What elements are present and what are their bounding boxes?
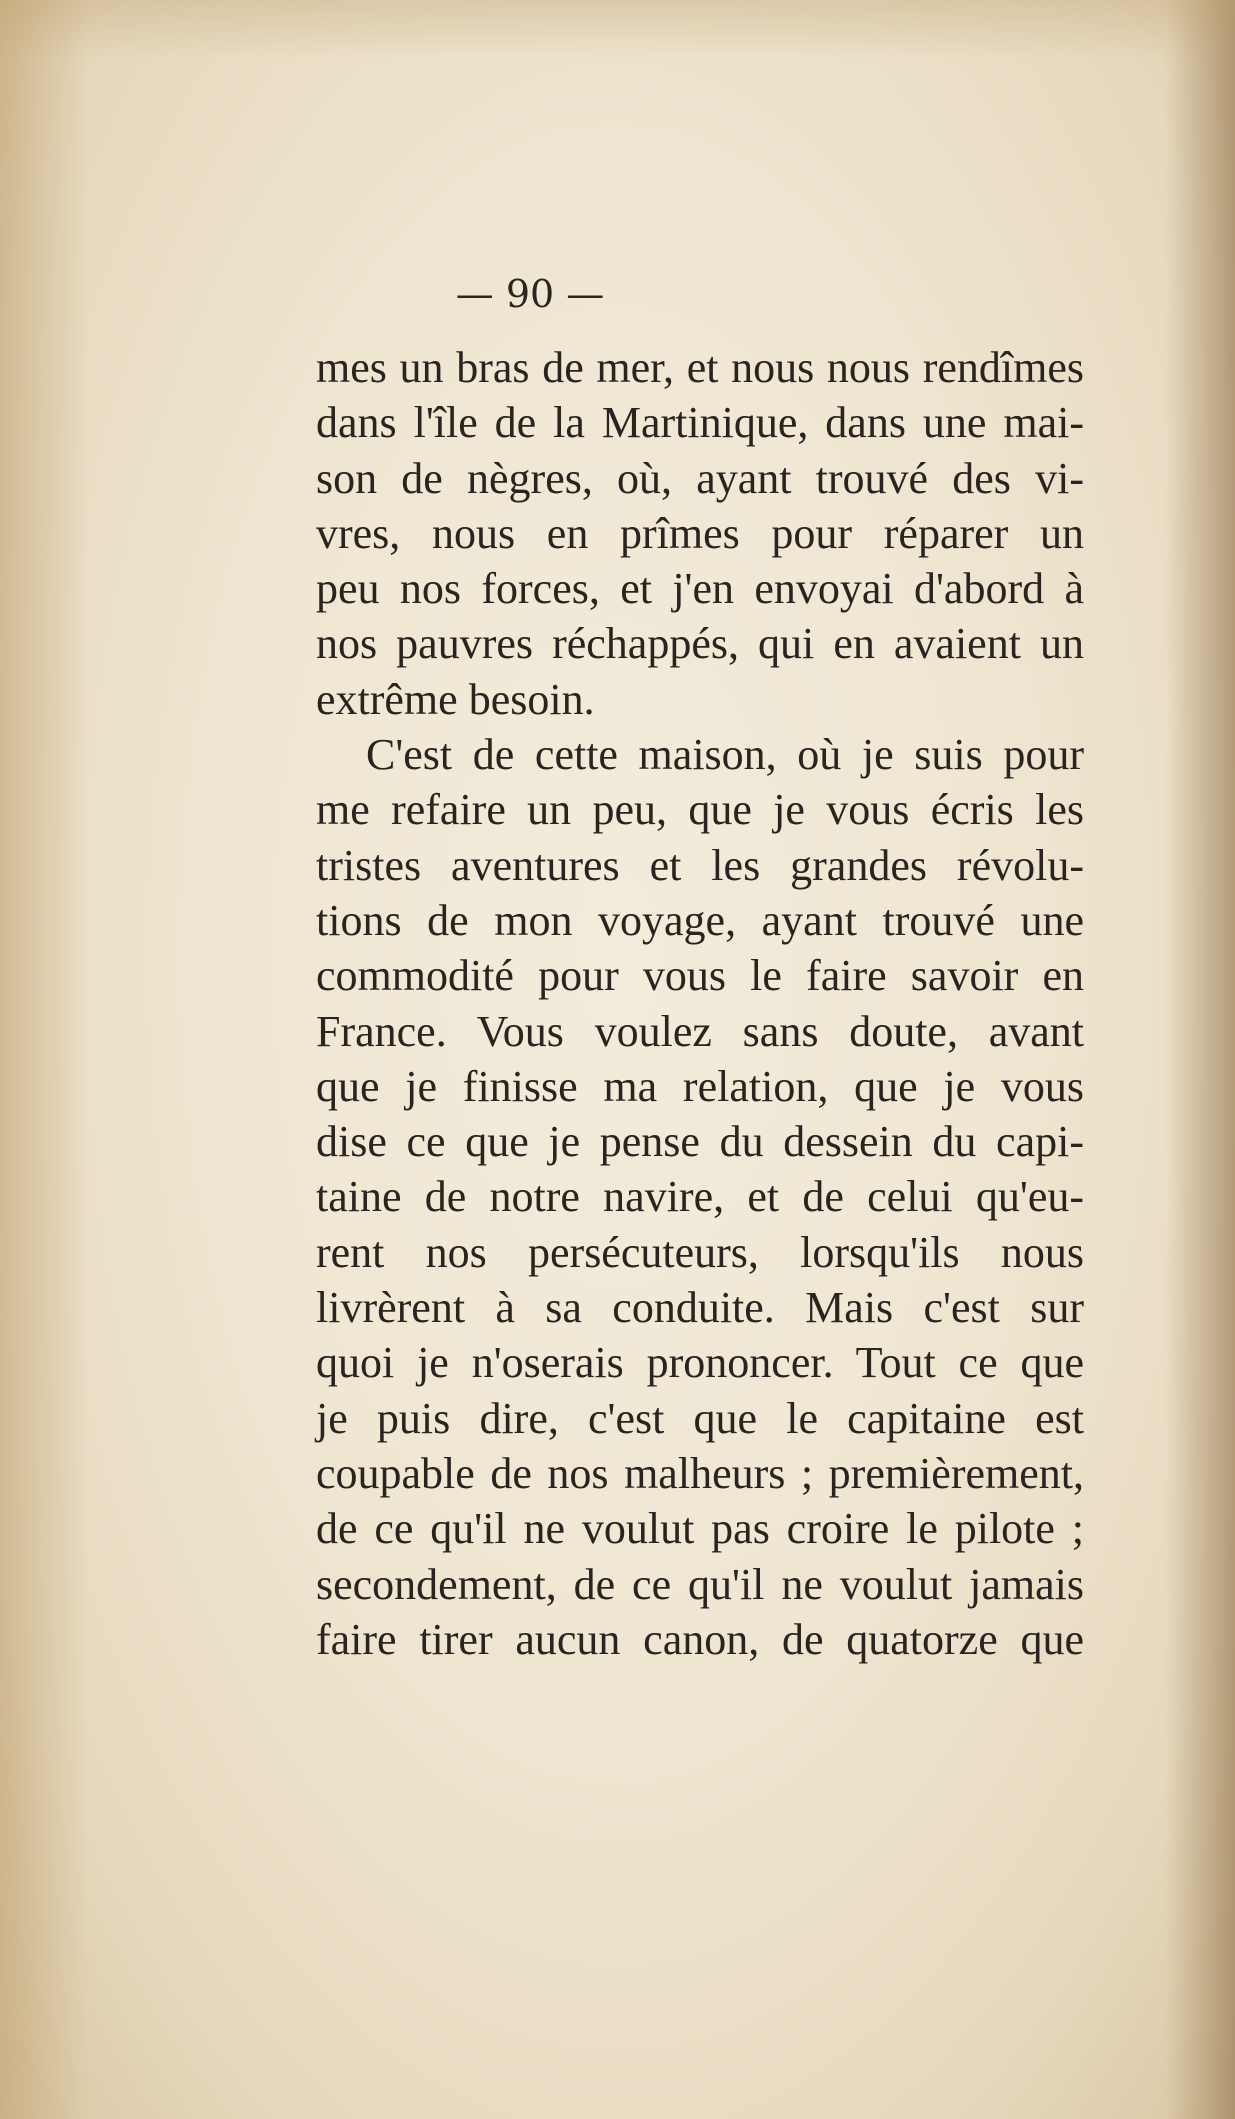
text-line: tions de mon voyage, ayant trouvé une <box>316 895 1084 945</box>
text-line: nos pauvres réchappés, qui en avaient un <box>316 619 1084 669</box>
page-edge-shadow-top <box>0 0 1235 60</box>
text-line: de ce qu'il ne voulut pas croire le pilote ; <box>316 1504 1084 1554</box>
text-line: que je finisse ma relation, que je vous <box>316 1061 1084 1111</box>
text-line: France. Vous voulez sans doute, avant <box>316 1006 1084 1056</box>
text-line: rent nos persécuteurs, lorsqu'ils nous <box>316 1227 1084 1277</box>
text-line-paragraph-end: extrême besoin. <box>316 674 595 724</box>
text-line: coupable de nos malheurs ; premièrement, <box>316 1448 1084 1498</box>
page-number: — 90 — <box>455 272 605 316</box>
page-edge-shadow-left <box>0 0 90 2119</box>
text-line: peu nos forces, et j'en envoyai d'abord à <box>316 564 1084 614</box>
text-line: mes un bras de mer, et nous nous rendîmes <box>316 343 1084 392</box>
page-edge-shadow-right <box>1165 0 1235 2119</box>
text-line: faire tirer aucun canon, de quatorze que <box>316 1614 1084 1664</box>
text-line: vres, nous en prîmes pour réparer un <box>316 508 1084 558</box>
text-line: dans l'île de la Martinique, dans une mai- <box>316 398 1084 448</box>
text-line: taine de notre navire, et de celui qu'eu- <box>316 1172 1084 1222</box>
text-line-paragraph-start: C'est de cette maison, où je suis pour <box>366 730 1084 780</box>
text-line: secondement, de ce qu'il ne voulut jamais <box>316 1559 1084 1609</box>
text-line: je puis dire, c'est que le capitaine est <box>316 1393 1084 1443</box>
text-line: commodité pour vous le faire savoir en <box>316 951 1084 1001</box>
text-line: me refaire un peu, que je vous écris les <box>316 785 1084 835</box>
text-line: tristes aventures et les grandes révolu- <box>316 840 1084 890</box>
text-line: livrèrent à sa conduite. Mais c'est sur <box>316 1283 1084 1333</box>
body-text <box>316 340 1084 1667</box>
text-line: quoi je n'oserais prononcer. Tout ce que <box>316 1338 1084 1388</box>
text-line: son de nègres, où, ayant trouvé des vi- <box>316 453 1084 503</box>
text-line: dise ce que je pense du dessein du capi- <box>316 1117 1084 1167</box>
